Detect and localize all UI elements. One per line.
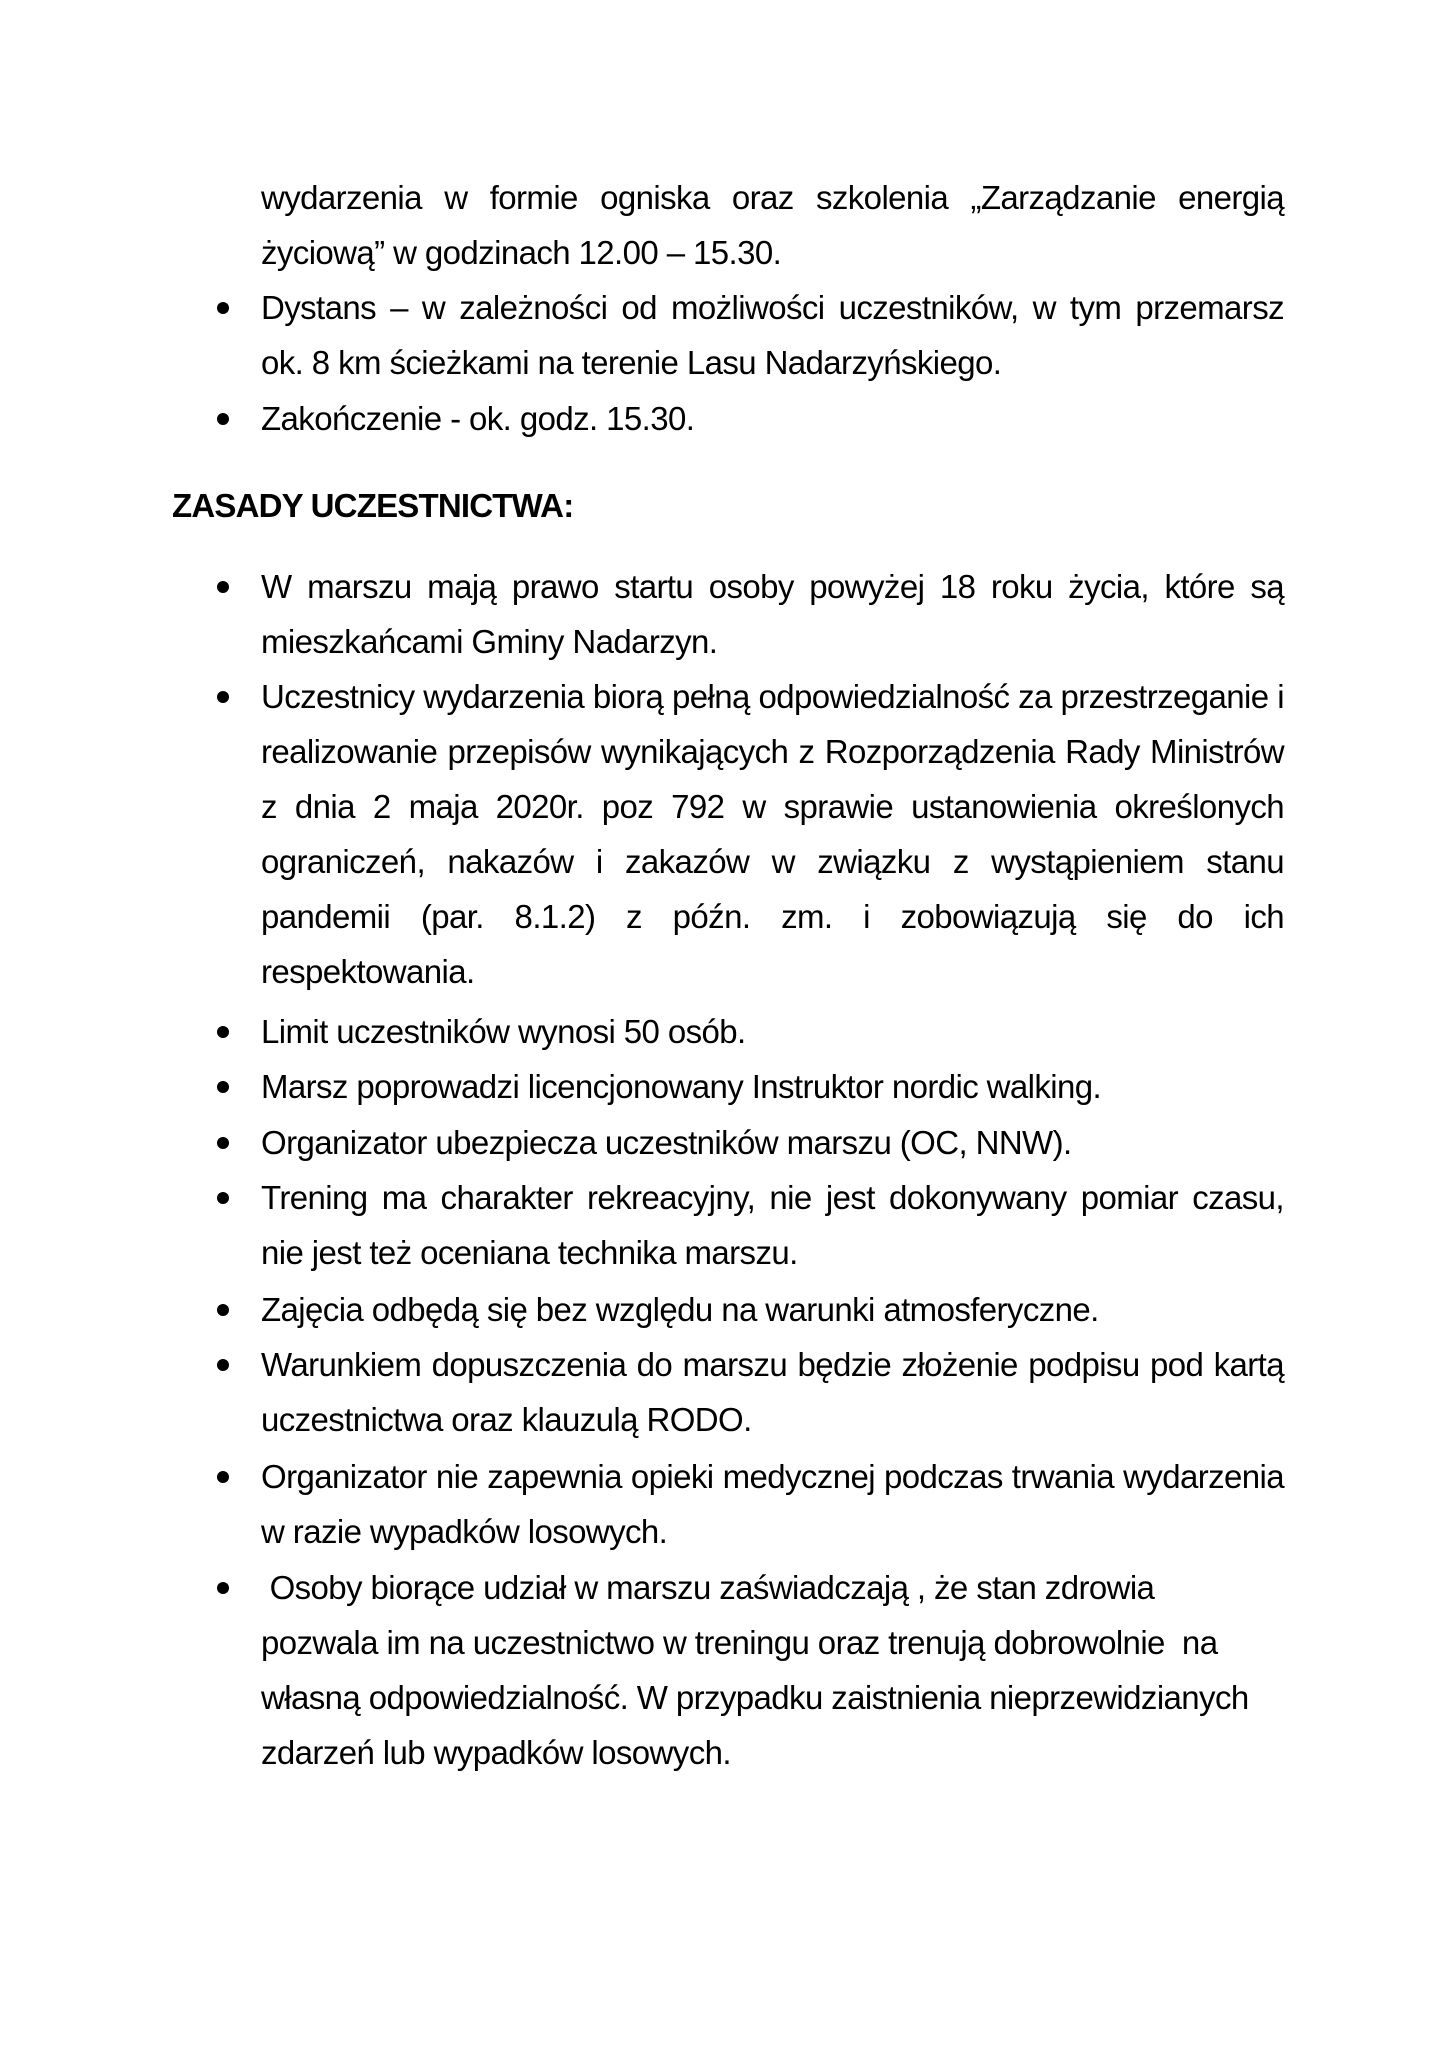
- rules-list-item: [261, 1560, 1271, 1780]
- rules-list-item: [261, 1170, 1284, 1280]
- rules-list-item: [261, 1449, 1284, 1559]
- list-item-text: Zakończenie - ok. godz. 15.30.: [261, 400, 695, 437]
- list-item-text: Organizator nie zapewnia opieki medycznej podczas trwania wydarzenia w razie wypadków losowych.: [261, 1458, 1284, 1550]
- list-item-text: Limit uczestników wynosi 50 osób.: [261, 1013, 746, 1050]
- list-item-text: Marsz poprowadzi licencjonowany Instruktor nordic walking.: [261, 1068, 1102, 1105]
- bullet-icon: [217, 1471, 229, 1483]
- bullet-icon: [217, 302, 229, 314]
- rules-list-item: [261, 559, 1284, 669]
- continuation-paragraph: wydarzenia w formie ogniska oraz szkolenia „Zarządzanie energią życiową” w godzinach 12.00 – 15.30.: [261, 179, 1284, 271]
- rules-list-item: [261, 669, 1284, 999]
- list-item-text: Osoby biorące udział w marszu zaświadczają , że stan zdrowia pozwala im na uczestnictwo w treningu oraz trenują dobrowolnie na własną odpowiedzialność. W przypadku zaistnienia nieprzewidzianych zdarzeń lub wypadków losowych.: [261, 1569, 1258, 1771]
- bullet-icon: [217, 1081, 229, 1093]
- bullet-icon: [217, 1304, 229, 1316]
- bullet-icon: [217, 691, 229, 703]
- program-list-item: [261, 280, 1284, 390]
- bullet-icon: [217, 1137, 229, 1149]
- list-item-text: W marszu mają prawo startu osoby powyżej 18 roku życia, które są mieszkańcami Gminy Nadarzyn.: [261, 568, 1284, 660]
- bullet-icon: [217, 413, 229, 425]
- program-list-item: [261, 391, 1284, 446]
- rules-list-item: [261, 1282, 1284, 1337]
- list-item-text: Zajęcia odbędą się bez względu na warunki atmosferyczne.: [261, 1291, 1099, 1328]
- rules-heading: ZASADY UCZESTNICTWA:: [172, 487, 574, 524]
- bullet-icon: [217, 1026, 229, 1038]
- rules-list-item: [261, 1059, 1284, 1114]
- rules-list-item: [261, 1337, 1284, 1447]
- list-item-text: Dystans – w zależności od możliwości uczestników, w tym przemarsz ok. 8 km ścieżkami na terenie Lasu Nadarzyńskiego.: [261, 289, 1284, 381]
- list-item-text: Organizator ubezpiecza uczestników marszu (OC, NNW).: [261, 1124, 1072, 1161]
- bullet-icon: [217, 1582, 229, 1594]
- bullet-icon: [217, 1192, 229, 1204]
- bullet-icon: [217, 1359, 229, 1371]
- list-item-text: Uczestnicy wydarzenia biorą pełną odpowiedzialność za przestrzeganie i realizowanie przepisów wynikających z Rozporządzenia Rady Ministrów z dnia 2 maja 2020r. poz 792 w sprawie ustanowienia określonych ograniczeń, nakazów i zakazów w związku z wystąpieniem stanu pandemii (par. 8.1.2) z późn. zm. i zobowiązują się do ich respektowania.: [261, 678, 1284, 990]
- list-item-text: Warunkiem dopuszczenia do marszu będzie złożenie podpisu pod kartą uczestnictwa oraz klauzulą RODO.: [261, 1346, 1284, 1438]
- rules-list-item: [261, 1004, 1284, 1059]
- rules-list-item: [261, 1115, 1284, 1170]
- bullet-icon: [217, 581, 229, 593]
- list-item-text: Trening ma charakter rekreacyjny, nie jest dokonywany pomiar czasu, nie jest też oceniana technika marszu.: [261, 1179, 1284, 1271]
